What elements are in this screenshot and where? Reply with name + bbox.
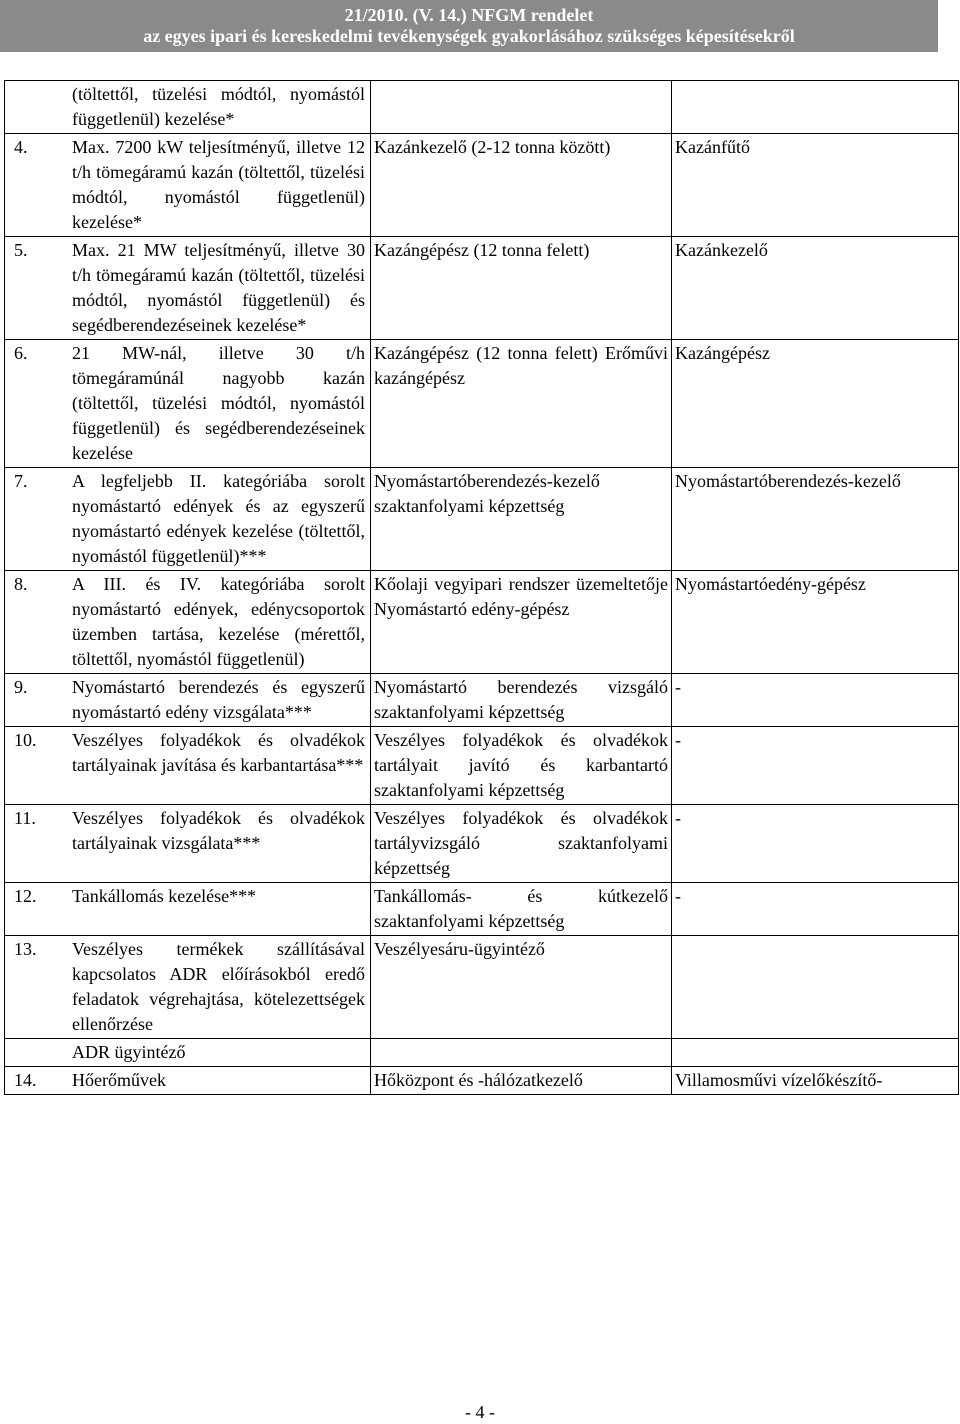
activity-cell (5, 340, 371, 468)
activity-cell (5, 468, 371, 571)
table-row (5, 936, 959, 1039)
activity-text: 21 MW-nál, illetve 30 t/h tömegáramúnál nagyobb kazán (töltettől, tüzelési módtól, nyomástól függetlenül) és segédberendezéseinek kezelése (72, 343, 365, 463)
row-number: 12. (14, 886, 37, 906)
equivalent-cell (672, 936, 959, 1039)
activity-cell (5, 1067, 371, 1095)
row-number: 11. (14, 808, 36, 828)
activity-cell (5, 727, 371, 805)
row-number: 4. (14, 137, 28, 157)
qualification-cell: Veszélyesáru-ügyintéző (371, 936, 672, 1039)
activity-cell (5, 571, 371, 674)
equivalent-cell: - (672, 727, 959, 805)
activity-text: Veszélyes termékek szállításával kapcsolatos ADR előírásokból eredő feladatok végrehajtása, kötelezettségek ellenőrzése (72, 939, 365, 1034)
qualification-cell: Veszélyes folyadékok és olvadékok tartályvizsgáló szaktanfolyami képzettség (371, 805, 672, 883)
table-row (5, 340, 959, 468)
row-number: 10. (14, 730, 37, 750)
activity-cell (5, 805, 371, 883)
equivalent-cell: - (672, 883, 959, 936)
table-row (5, 805, 959, 883)
activity-text: A legfeljebb II. kategóriába sorolt nyomástartó edények és az egyszerű nyomástartó edények kezelése (töltettől, nyomástól függetlenül)*** (72, 471, 365, 566)
row-number: 9. (14, 677, 28, 697)
row-number: 6. (14, 343, 28, 363)
qualification-cell: Kazánkezelő (2-12 tonna között) (371, 134, 672, 237)
equivalent-cell: Nyomástartóedény-gépész (672, 571, 959, 674)
header-regulation-title: 21/2010. (V. 14.) NFGM rendelet (344, 5, 594, 25)
activity-text: Hőerőművek (72, 1070, 166, 1090)
activity-cell (5, 81, 371, 134)
equivalent-cell: Kazángépész (672, 340, 959, 468)
table-row (5, 571, 959, 674)
table-row (5, 134, 959, 237)
activity-text: (töltettől, tüzelési módtól, nyomástól függetlenül) kezelése* (72, 84, 365, 129)
qualification-cell: Kazángépész (12 tonna felett) (371, 237, 672, 340)
row-number: 7. (14, 471, 28, 491)
row-number: 5. (14, 240, 28, 260)
qualification-table (4, 80, 959, 1095)
activity-text: ADR ügyintéző (72, 1042, 186, 1062)
activity-text: A III. és IV. kategóriába sorolt nyomástartó edények, edénycsoportok üzemben tartása, kezelése (mérettől, töltettől, nyomástól függetlenül) (72, 574, 365, 669)
qualification-cell: Kőolaji vegyipari rendszer üzemeltetője Nyomástartó edény-gépész (371, 571, 672, 674)
equivalent-cell: - (672, 674, 959, 727)
activity-cell (5, 134, 371, 237)
qualification-cell: Nyomástartóberendezés-kezelő szaktanfolyami képzettség (371, 468, 672, 571)
activity-text: Max. 21 MW teljesítményű, illetve 30 t/h tömegáramú kazán (töltettől, tüzelési módtól, nyomástól függetlenül) és segédberendezéseinek kezelése* (72, 240, 365, 335)
table-row (5, 883, 959, 936)
equivalent-cell (672, 81, 959, 134)
qualification-cell: Tankállomás- és kútkezelő szaktanfolyami képzettség (371, 883, 672, 936)
document-header-banner (0, 0, 938, 52)
row-number (8, 1040, 72, 1065)
qualification-cell (371, 81, 672, 134)
activity-text: Max. 7200 kW teljesítményű, illetve 12 t/h tömegáramú kazán (töltettől, tüzelési módtól, nyomástól függetlenül) kezelése* (72, 137, 365, 232)
table-row (5, 1067, 959, 1095)
table-row (5, 468, 959, 571)
table-row (5, 237, 959, 340)
qualification-cell: Kazángépész (12 tonna felett) Erőművi kazángépész (371, 340, 672, 468)
page-number: - 4 - (465, 1402, 495, 1422)
equivalent-cell: Nyomástartóberendezés-kezelő (672, 468, 959, 571)
header-regulation-subtitle: az egyes ipari és kereskedelmi tevékenységek gyakorlásához szükséges képesítésekről (143, 26, 795, 46)
row-number (8, 82, 72, 132)
activity-cell (5, 936, 371, 1039)
activity-cell (5, 883, 371, 936)
activity-text: Veszélyes folyadékok és olvadékok tartályainak vizsgálata*** (72, 808, 365, 853)
row-number: 13. (14, 939, 37, 959)
equivalent-cell: - (672, 805, 959, 883)
table-row (5, 674, 959, 727)
table-row (5, 727, 959, 805)
row-number: 14. (14, 1070, 37, 1090)
row-number: 8. (14, 574, 28, 594)
equivalent-cell: Kazánkezelő (672, 237, 959, 340)
equivalent-cell: Villamosművi vízelőkészítő- (672, 1067, 959, 1095)
activity-text: Tankállomás kezelése*** (72, 886, 257, 906)
activity-text: Veszélyes folyadékok és olvadékok tartályainak javítása és karbantartása*** (72, 730, 365, 775)
activity-cell (5, 237, 371, 340)
qualification-cell: Nyomástartó berendezés vizsgáló szaktanfolyami képzettség (371, 674, 672, 727)
qualification-cell: Veszélyes folyadékok és olvadékok tartályait javító és karbantartó szaktanfolyami képzettség (371, 727, 672, 805)
equivalent-cell: Kazánfűtő (672, 134, 959, 237)
qualification-cell (371, 1039, 672, 1067)
qualification-cell: Hőközpont és -hálózatkezelő (371, 1067, 672, 1095)
table-row (5, 81, 959, 134)
activity-cell (5, 674, 371, 727)
activity-cell (5, 1039, 371, 1067)
table-row (5, 1039, 959, 1067)
equivalent-cell (672, 1039, 959, 1067)
activity-text: Nyomástartó berendezés és egyszerű nyomástartó edény vizsgálata*** (72, 677, 365, 722)
